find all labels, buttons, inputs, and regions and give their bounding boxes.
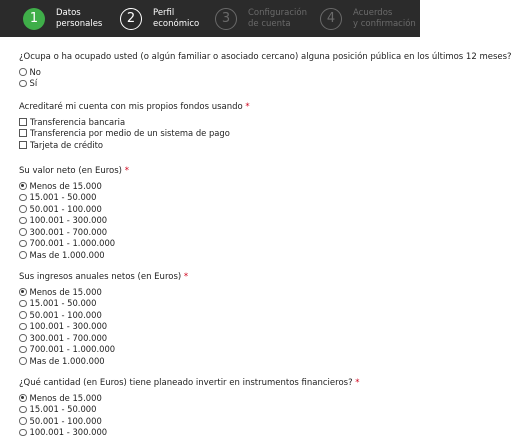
step-label-line1: Acuerdos: [353, 8, 416, 19]
question-text: Su valor neto (en Euros): [19, 166, 122, 176]
radio-option[interactable]: [19, 180, 420, 192]
radio-button[interactable]: [19, 288, 27, 296]
radio-option[interactable]: [19, 309, 420, 321]
step-label-line2: personales: [56, 19, 102, 30]
radio-option[interactable]: [19, 238, 420, 250]
radio-option[interactable]: [19, 298, 420, 310]
step-number-badge: 4: [320, 8, 342, 30]
option-label: Menos de 15.000: [30, 393, 102, 403]
radio-button[interactable]: [19, 251, 27, 259]
radio-button[interactable]: [19, 182, 27, 190]
radio-option[interactable]: [19, 215, 420, 227]
radio-button[interactable]: [19, 300, 27, 308]
option-label: Transferencia bancaria: [30, 117, 125, 127]
option-label: 15.001 - 50.000: [30, 192, 97, 202]
step-label: [353, 8, 416, 30]
option-label: Tarjeta de crédito: [30, 140, 103, 150]
step-label: [248, 8, 307, 30]
option-label: 100.001 - 300.000: [30, 215, 108, 225]
radio-option[interactable]: [19, 427, 420, 438]
radio-button[interactable]: [19, 311, 27, 319]
step-configuracion-cuenta: [215, 0, 307, 37]
question-label: [19, 272, 420, 283]
radio-button[interactable]: [19, 217, 27, 225]
option-label: 100.001 - 300.000: [30, 321, 108, 331]
checkbox[interactable]: [19, 118, 27, 126]
radio-option-si[interactable]: [19, 78, 420, 90]
checkbox[interactable]: [19, 129, 27, 137]
option-label: Menos de 15.000: [30, 181, 102, 191]
question-funding-source: [19, 102, 420, 151]
required-mark: *: [184, 272, 188, 282]
checkbox[interactable]: [19, 141, 27, 149]
option-label: 300.001 - 700.000: [30, 333, 108, 343]
radio-button[interactable]: [19, 417, 27, 425]
option-label: 50.001 - 100.000: [30, 310, 102, 320]
question-public-position: [19, 52, 420, 89]
required-mark: *: [245, 102, 249, 112]
step-label-line2: económico: [153, 19, 199, 30]
question-net-worth: [19, 166, 420, 261]
checkbox-option-sistema-de-pago[interactable]: [19, 128, 420, 140]
option-label: Menos de 15.000: [30, 287, 102, 297]
option-label: 50.001 - 100.000: [30, 416, 102, 426]
question-text: ¿Qué cantidad (en Euros) tiene planeado invertir en instrumentos financieros?: [19, 378, 353, 388]
option-label: 15.001 - 50.000: [30, 404, 97, 414]
option-label: No: [30, 67, 41, 77]
radio-option[interactable]: [19, 286, 420, 298]
step-datos-personales[interactable]: [23, 0, 102, 37]
checkbox-option-tarjeta-de-credito[interactable]: [19, 139, 420, 151]
progress-stepper: [0, 0, 420, 37]
option-label: 50.001 - 100.000: [30, 204, 102, 214]
step-number-badge: 1: [23, 8, 45, 30]
option-label: Transferencia por medio de un sistema de pago: [30, 128, 230, 138]
step-number-badge: 2: [120, 8, 142, 30]
question-annual-income: [19, 272, 420, 367]
radio-button[interactable]: [19, 240, 27, 248]
option-label: 15.001 - 50.000: [30, 298, 97, 308]
radio-option[interactable]: [19, 203, 420, 215]
question-label: [19, 102, 420, 113]
radio-option[interactable]: [19, 415, 420, 427]
checkbox-option-transferencia-bancaria[interactable]: [19, 116, 420, 128]
step-acuerdos-confirmacion: [320, 0, 416, 37]
step-label: [56, 8, 102, 30]
radio-button[interactable]: [19, 80, 27, 88]
radio-option[interactable]: [19, 321, 420, 333]
radio-button[interactable]: [19, 429, 27, 437]
step-label-line1: Perfil: [153, 8, 199, 19]
radio-option[interactable]: [19, 355, 420, 367]
step-label-line1: Configuración: [248, 8, 307, 19]
required-mark: *: [125, 166, 129, 176]
step-number-badge: 3: [215, 8, 237, 30]
step-label: [153, 8, 199, 30]
step-label-line1: Datos: [56, 8, 102, 19]
option-label: 700.001 - 1.000.000: [30, 238, 116, 248]
radio-button[interactable]: [19, 334, 27, 342]
radio-option[interactable]: [19, 226, 420, 238]
question-label: [19, 378, 420, 389]
option-label: Mas de 1.000.000: [30, 250, 105, 260]
radio-button[interactable]: [19, 346, 27, 354]
radio-option[interactable]: [19, 344, 420, 356]
option-label: Sí: [30, 78, 38, 88]
radio-option-no[interactable]: [19, 66, 420, 78]
question-label: [19, 166, 420, 177]
question-text: Sus ingresos anuales netos (en Euros): [19, 272, 181, 282]
question-text: Acreditaré mi cuenta con mis propios fondos usando: [19, 102, 243, 112]
step-label-line2: y confirmación: [353, 19, 416, 30]
radio-button[interactable]: [19, 357, 27, 365]
radio-button[interactable]: [19, 228, 27, 236]
radio-option[interactable]: [19, 249, 420, 261]
question-label: ¿Ocupa o ha ocupado usted (o algún familiar o asociado cercano) alguna posición pública en los últimos 12 meses?: [19, 52, 420, 63]
option-label: 300.001 - 700.000: [30, 227, 108, 237]
radio-option[interactable]: [19, 192, 420, 204]
radio-option[interactable]: [19, 332, 420, 344]
radio-button[interactable]: [19, 394, 27, 402]
radio-button[interactable]: [19, 68, 27, 76]
radio-option[interactable]: [19, 404, 420, 416]
radio-button[interactable]: [19, 406, 27, 414]
step-perfil-economico[interactable]: [120, 0, 199, 37]
option-label: Mas de 1.000.000: [30, 356, 105, 366]
question-planned-investment: [19, 378, 420, 438]
radio-button[interactable]: [19, 323, 27, 331]
step-label-line2: de cuenta: [248, 19, 307, 30]
required-mark: *: [355, 378, 359, 388]
option-label: 100.001 - 300.000: [30, 427, 108, 437]
radio-button[interactable]: [19, 194, 27, 202]
radio-button[interactable]: [19, 205, 27, 213]
radio-option[interactable]: [19, 392, 420, 404]
option-label: 700.001 - 1.000.000: [30, 344, 116, 354]
